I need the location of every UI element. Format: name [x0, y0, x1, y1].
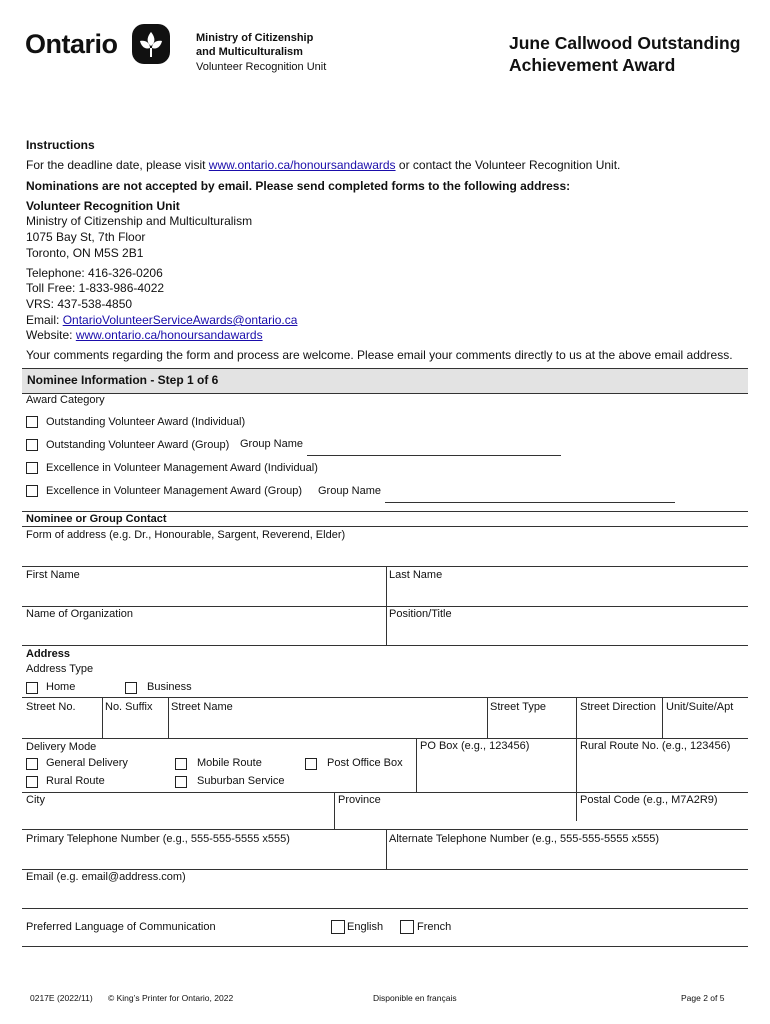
group-name-label-1: Group Name — [240, 438, 303, 450]
footer-page: Page 2 of 5 — [681, 993, 725, 1003]
position-label: Position/Title — [389, 608, 452, 620]
delivery-mode-label: Delivery Mode — [26, 741, 97, 753]
email-link[interactable]: OntarioVolunteerServiceAwards@ontario.ca — [62, 313, 298, 327]
deadline-post: or contact the Volunteer Recognition Unit. — [395, 158, 621, 172]
rural-route-no-label: Rural Route No. (e.g., 123456) — [580, 740, 731, 752]
label-excellence-individual: Excellence in Volunteer Management Award (Individual) — [46, 462, 318, 474]
no-email-notice: Nominations are not accepted by email. Please send completed forms to the following address: — [26, 179, 571, 193]
group-name-field-1[interactable] — [307, 455, 561, 456]
street-name-label: Street Name — [171, 701, 233, 713]
email-label: Email: — [26, 313, 63, 327]
address-line2: 1075 Bay St, 7th Floor — [26, 230, 146, 244]
city-label: City — [26, 794, 45, 806]
website-line — [26, 328, 263, 342]
ontario-logo — [25, 24, 165, 66]
ministry-line2: and Multiculturalism — [196, 46, 303, 58]
checkbox-mobile-route[interactable] — [175, 758, 187, 770]
general-delivery-label: General Delivery — [46, 757, 128, 769]
award-category-label: Award Category — [26, 394, 105, 406]
province-label: Province — [338, 794, 381, 806]
unit-name: Volunteer Recognition Unit — [196, 61, 327, 73]
label-outstanding-group: Outstanding Volunteer Award (Group) — [46, 439, 230, 451]
form-title-line2: Achievement Award — [509, 55, 676, 75]
primary-phone-label: Primary Telephone Number (e.g., 555-555-5555 x555) — [26, 833, 290, 845]
checkbox-home[interactable] — [26, 682, 38, 694]
ministry-line1: Ministry of Citizenship — [196, 32, 314, 44]
home-label: Home — [46, 681, 76, 693]
address-unit-name: Volunteer Recognition Unit — [26, 199, 180, 213]
rule-645 — [22, 645, 748, 646]
step-heading: Nominee Information - Step 1 of 6 — [27, 373, 219, 387]
suburban-service-label: Suburban Service — [197, 775, 285, 787]
website-label: Website: — [26, 328, 76, 342]
email-field-label: Email (e.g. email@address.com) — [26, 871, 186, 883]
street-type-label: Street Type — [490, 701, 547, 713]
instructions-heading: Instructions — [26, 138, 95, 152]
last-name-label: Last Name — [389, 569, 443, 581]
checkbox-outstanding-group[interactable] — [26, 439, 38, 451]
checkbox-post-office-box[interactable] — [305, 758, 317, 770]
logo-wordmark: Ontario — [25, 29, 118, 59]
group-name-field-2[interactable] — [385, 502, 675, 503]
checkbox-suburban-service[interactable] — [175, 776, 187, 788]
post-office-box-label: Post Office Box — [327, 757, 403, 769]
rule-908 — [22, 908, 748, 909]
french-label: French — [417, 921, 452, 933]
checkbox-rural-route[interactable] — [26, 776, 38, 788]
trillium-icon — [132, 24, 170, 64]
label-excellence-group: Excellence in Volunteer Management Award (Group) — [46, 485, 302, 497]
checkbox-general-delivery[interactable] — [26, 758, 38, 770]
checkbox-excellence-group[interactable] — [26, 485, 38, 497]
vrs: VRS: 437-538-4850 — [26, 297, 133, 311]
alt-phone-label: Alternate Telephone Number (e.g., 555-555-5555 x555) — [389, 833, 660, 845]
group-name-label-2: Group Name — [318, 485, 381, 497]
checkbox-outstanding-individual[interactable] — [26, 416, 38, 428]
comments-text: Your comments regarding the form and process are welcome. Please email your comments directly to us at the above email address. — [26, 348, 733, 362]
first-name-label: First Name — [26, 569, 80, 581]
unit-label: Unit/Suite/Apt — [666, 701, 734, 713]
street-no-label: Street No. — [26, 701, 76, 713]
label-outstanding-individual: Outstanding Volunteer Award (Individual) — [46, 416, 246, 428]
no-suffix-label: No. Suffix — [105, 701, 153, 713]
address-line1: Ministry of Citizenship and Multiculturalism — [26, 214, 253, 228]
contact-heading: Nominee or Group Contact — [26, 513, 167, 525]
contact-top-rule — [22, 511, 748, 512]
street-direction-label: Street Direction — [580, 701, 656, 713]
footer-copyright: © King’s Printer for Ontario, 2022 — [108, 993, 234, 1003]
business-label: Business — [147, 681, 192, 693]
email-line — [26, 313, 297, 327]
postal-code-label: Postal Code (e.g., M7A2R9) — [580, 794, 718, 806]
checkbox-english[interactable] — [331, 920, 345, 934]
checkbox-french[interactable] — [400, 920, 414, 934]
website-link[interactable]: www.ontario.ca/honoursandawards — [75, 328, 263, 342]
address-heading: Address — [26, 648, 71, 660]
rule-946 — [22, 946, 748, 947]
address-type-label: Address Type — [26, 663, 94, 675]
city-field[interactable] — [22, 793, 333, 828]
address-line3: Toronto, ON M5S 2B1 — [26, 246, 144, 260]
toll-free: Toll Free: 1-833-986-4022 — [26, 281, 165, 295]
form-of-address-label: Form of address (e.g. Dr., Honourable, Sargent, Reverend, Elder) — [26, 529, 346, 541]
rural-route-label: Rural Route — [46, 775, 105, 787]
checkbox-excellence-individual[interactable] — [26, 462, 38, 474]
deadline-text — [26, 158, 620, 172]
po-box-label: PO Box (e.g., 123456) — [420, 740, 530, 752]
footer-form-number: 0217E (2022/11) — [30, 993, 93, 1003]
organization-label: Name of Organization — [26, 608, 133, 620]
language-label: Preferred Language of Communication — [26, 921, 216, 933]
telephone: Telephone: 416-326-0206 — [26, 266, 163, 280]
form-title-line1: June Callwood Outstanding — [509, 33, 741, 53]
mobile-route-label: Mobile Route — [197, 757, 262, 769]
english-label: English — [347, 921, 384, 933]
deadline-link[interactable]: www.ontario.ca/honoursandawards — [208, 158, 396, 172]
checkbox-business[interactable] — [125, 682, 137, 694]
footer-french: Disponible en français — [373, 993, 457, 1003]
deadline-pre: For the deadline date, please visit — [26, 158, 209, 172]
